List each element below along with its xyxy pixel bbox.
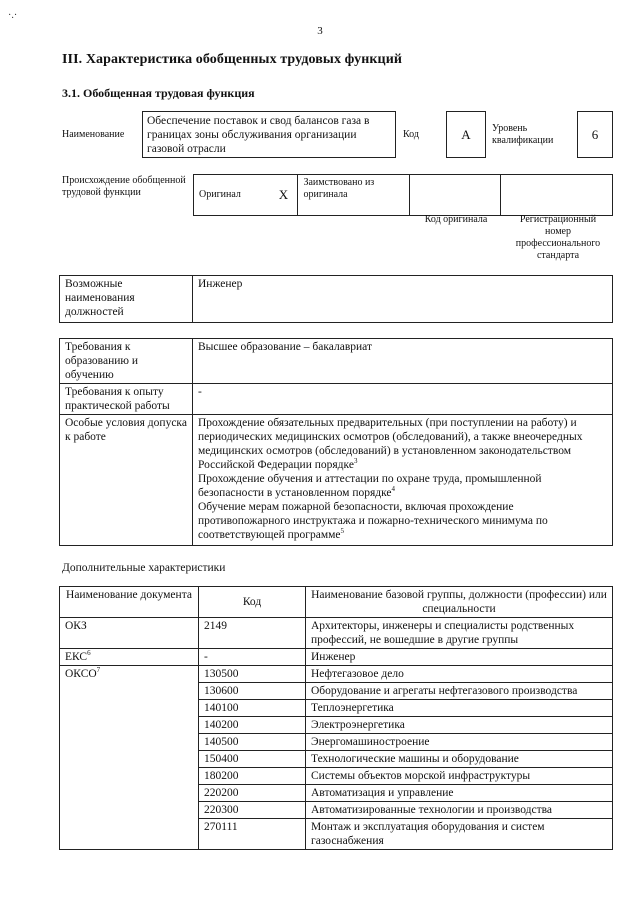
origin-table	[193, 174, 613, 216]
positions-label: Возможные наименования должностей	[60, 276, 193, 323]
footnote-3: 3	[353, 457, 358, 466]
condition-fire: Обучение мерам пожарной безопасности, включая прохождение противопожарного инструктажа и пожарно-технического минимума по соответствующей программе$^5$	[198, 501, 548, 541]
additional-table	[59, 586, 613, 850]
okso-code: 140500	[199, 734, 306, 751]
okso-code: 140200	[199, 717, 306, 734]
code-original-caption: Код оригинала	[424, 214, 488, 225]
special-conditions-value	[193, 415, 613, 546]
registration-number-cell	[501, 175, 613, 216]
okso-code: 130500	[199, 666, 306, 683]
eks-code: -	[199, 649, 306, 666]
condition-safety: Прохождение обучения и аттестации по охране труда, промышленной безопасности в установленном порядке$^4$	[198, 473, 542, 499]
original-code-cell	[410, 175, 501, 216]
okso-row	[60, 666, 613, 683]
okso-name: Автоматизированные технологии и производства	[306, 802, 613, 819]
footnote-7: 7	[96, 666, 101, 675]
education-value: Высшее образование – бакалавриат	[193, 339, 613, 384]
okso-code: 220200	[199, 785, 306, 802]
header-code: Код	[199, 587, 306, 618]
okso-name: Технологические машины и оборудование	[306, 751, 613, 768]
function-code: А	[446, 111, 486, 158]
okso-name: Монтаж и эксплуатация оборудования и систем газоснабжения	[306, 819, 613, 850]
original-mark: Х	[269, 175, 298, 216]
okso-code: 180200	[199, 768, 306, 785]
okso-name: Электроэнергетика	[306, 717, 613, 734]
footnote-5: 5	[340, 527, 344, 536]
special-conditions-label: Особые условия допуска к работе	[60, 415, 193, 546]
okso-code: 140100	[199, 700, 306, 717]
requirements-table	[59, 338, 613, 546]
qualification-level: 6	[577, 111, 613, 158]
registration-caption: Регистрационный номер профессионального стандарта	[515, 214, 601, 261]
okso-code: 150400	[199, 751, 306, 768]
origin-label: Происхождение обобщенной трудовой функции	[62, 175, 186, 198]
okz-name: Архитекторы, инженеры и специалисты родственных профессий, не вошедшие в другие группы	[306, 618, 613, 649]
okso-code: 220300	[199, 802, 306, 819]
okso-code: 130600	[199, 683, 306, 700]
positions-table	[59, 275, 613, 323]
experience-label: Требования к опыту практической работы	[60, 384, 193, 415]
additional-characteristics-title: Дополнительные характеристики	[62, 562, 226, 574]
okso-name: Нефтегазовое дело	[306, 666, 613, 683]
okz-code: 2149	[199, 618, 306, 649]
level-label: Уровень квалификации	[492, 123, 554, 146]
footnote-4: 4	[391, 485, 396, 494]
positions-value: Инженер	[193, 276, 613, 323]
eks-doc: ЕКС$^6$	[60, 649, 199, 666]
okso-name: Автоматизация и управление	[306, 785, 613, 802]
okso-name: Энергомашиностроение	[306, 734, 613, 751]
section-title: III. Характеристика обобщенных трудовых функций	[62, 52, 403, 67]
header-name: Наименование базовой группы, должности (профессии) или специальности	[306, 587, 613, 618]
page-number: 3	[317, 25, 323, 37]
experience-value: -	[193, 384, 613, 415]
scan-artifact: ·.·	[8, 10, 18, 21]
okso-code: 270111	[199, 819, 306, 850]
function-name: Обеспечение поставок и свод балансов газа в границах зоны обслуживания организации газовой отрасли	[142, 111, 396, 158]
name-label: Наименование	[62, 129, 125, 140]
okso-doc: ОКСО$^7$	[60, 666, 199, 850]
okso-name: Теплоэнергетика	[306, 700, 613, 717]
header-document: Наименование документа	[60, 587, 199, 618]
condition-medical: Прохождение обязательных предварительных (при поступлении на работу) и периодических медицинских осмотров (обследований), а также внеочередных медицинских осмотров (обследований) в установленном законодательством Российской Федерации порядке$^3$	[198, 417, 583, 471]
eks-name: Инженер	[306, 649, 613, 666]
okz-doc: ОКЗ	[60, 618, 199, 649]
okso-name: Системы объектов морской инфраструктуры	[306, 768, 613, 785]
subsection-title: 3.1. Обобщенная трудовая функция	[62, 86, 255, 100]
borrowed-label: Заимствовано из оригинала	[298, 175, 410, 216]
okso-name: Оборудование и агрегаты нефтегазового производства	[306, 683, 613, 700]
footnote-6: 6	[87, 649, 91, 658]
education-label: Требования к образованию и обучению	[60, 339, 193, 384]
original-label: Оригинал	[194, 175, 270, 216]
code-label: Код	[403, 129, 419, 140]
